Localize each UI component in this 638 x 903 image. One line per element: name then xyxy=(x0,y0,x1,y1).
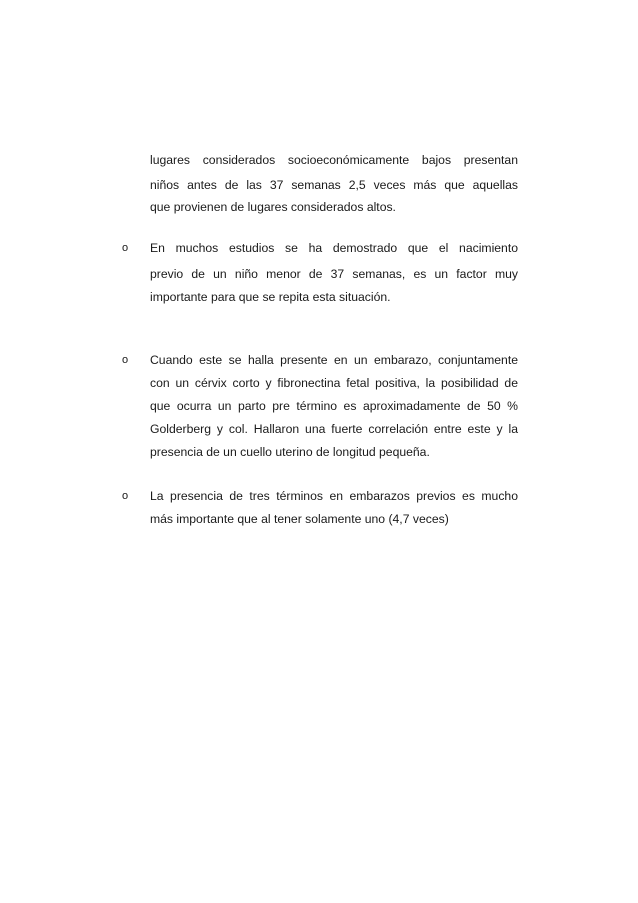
item-1-line-1: En muchos estudios se ha demostrado que el nacimiento xyxy=(150,241,518,255)
item-2-line-5: presencia de un cuello uterino de longitud pequeña. xyxy=(150,445,430,459)
item-2-line-2: con un cérvix corto y fibronectina fetal positiva, la posibilidad de xyxy=(150,376,518,390)
intro-line-1: lugares considerados socioeconómicamente bajos presentan xyxy=(150,153,518,167)
bullet-marker: o xyxy=(122,354,129,366)
bullet-marker: o xyxy=(122,490,129,502)
item-3-line-2: más importante que al tener solamente uno (4,7 veces) xyxy=(150,512,449,526)
bullet-marker: o xyxy=(122,242,129,254)
item-2-line-1: Cuando este se halla presente en un embarazo, conjuntamente xyxy=(150,353,518,367)
item-2-line-3: que ocurra un parto pre término es aproximadamente de 50 % xyxy=(150,399,518,413)
item-1-line-3: importante para que se repita esta situación. xyxy=(150,290,391,304)
item-1-line-2: previo de un niño menor de 37 semanas, es un factor muy xyxy=(150,267,518,281)
item-2-line-4: Golderberg y col. Hallaron una fuerte correlación entre este y la xyxy=(150,422,518,436)
intro-line-3: que provienen de lugares considerados altos. xyxy=(150,200,396,214)
item-3-line-1: La presencia de tres términos en embarazos previos es mucho xyxy=(150,489,518,503)
intro-line-2: niños antes de las 37 semanas 2,5 veces más que aquellas xyxy=(150,178,518,192)
